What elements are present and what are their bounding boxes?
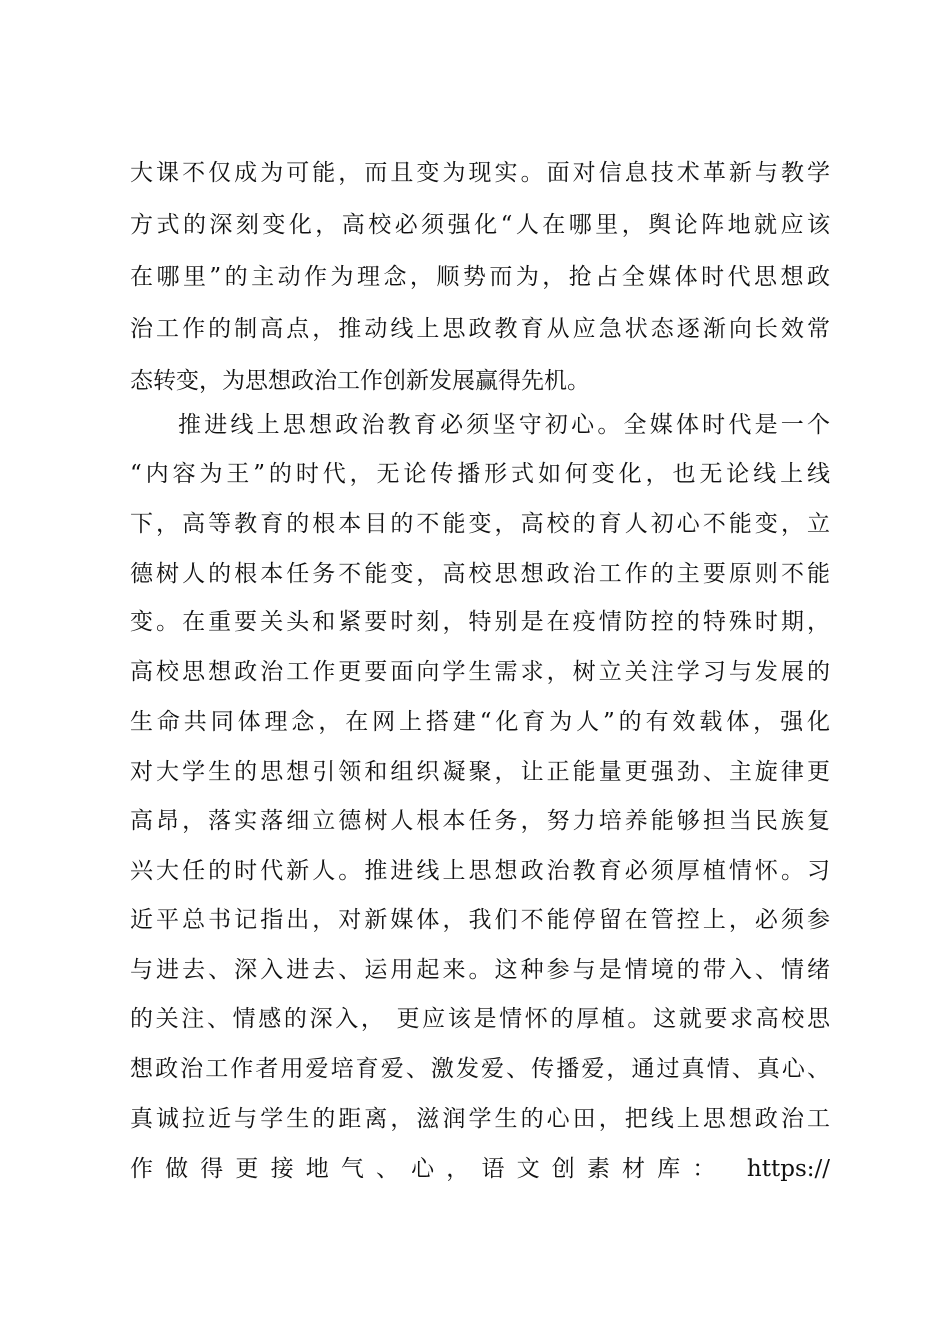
paragraph-2-line-15: 真诚拉近与学生的距离，滋润学生的心田，把线上思想政治工 [130, 1106, 830, 1132]
paragraph-2-line-14: 想政治工作者用爱培育爱、激发爱、传播爱，通过真情、真心、 [130, 1056, 830, 1082]
paragraph-2-line-3: 下，高等教育的根本目的不能变，高校的育人初心不能变，立 [130, 511, 830, 537]
paragraph-2-line-5: 变。在重要关头和紧要时刻，特别是在疫情防控的特殊时期， [130, 609, 830, 635]
paragraph-2-line-2: “内容为王”的时代，无论传播形式如何变化，也无论线上线 [130, 461, 830, 487]
paragraph-1-line-5: 态转变，为思想政治工作创新发展赢得先机。 [130, 368, 590, 394]
paragraph-1-line-1: 大课不仅成为可能，而且变为现实。面对信息技术革新与教学 [130, 160, 830, 186]
paragraph-2-line-6: 高校思想政治工作更要面向学生需求，树立关注学习与发展的 [130, 659, 830, 685]
paragraph-2-line-8: 对大学生的思想引领和组织凝聚，让正能量更强劲、主旋律更 [130, 759, 830, 785]
paragraph-2-line-13: 的关注、情感的深入， 更应该是情怀的厚植。这就要求高校思 [130, 1006, 830, 1032]
paragraph-2-line-16: 作做得更接地气、心，语文创素材库： https:// [130, 1156, 830, 1182]
paragraph-1-line-4: 治工作的制高点，推动线上思政教育从应急状态逐渐向长效常 [130, 316, 830, 342]
paragraph-2-line-10: 兴大任的时代新人。推进线上思想政治教育必须厚植情怀。习 [130, 858, 830, 884]
paragraph-2-line-7: 生命共同体理念，在网上搭建“化育为人”的有效载体，强化 [130, 709, 830, 735]
paragraph-1-line-2: 方式的深刻变化，高校必须强化“人在哪里，舆论阵地就应该 [130, 212, 830, 238]
paragraph-2-line-4: 德树人的根本任务不能变，高校思想政治工作的主要原则不能 [130, 561, 830, 587]
paragraph-2-line-12: 与进去、深入进去、运用起来。这种参与是情境的带入、情绪 [130, 957, 830, 983]
paragraph-2-line-11: 近平总书记指出，对新媒体，我们不能停留在管控上，必须参 [130, 907, 830, 933]
paragraph-2-line-9: 高昂，落实落细立德树人根本任务，努力培养能够担当民族复 [130, 808, 830, 834]
paragraph-2-line-1: 推进线上思想政治教育必须坚守初心。全媒体时代是一个 [178, 412, 830, 438]
paragraph-1-line-3: 在哪里”的主动作为理念，顺势而为，抢占全媒体时代思想政 [130, 264, 830, 290]
